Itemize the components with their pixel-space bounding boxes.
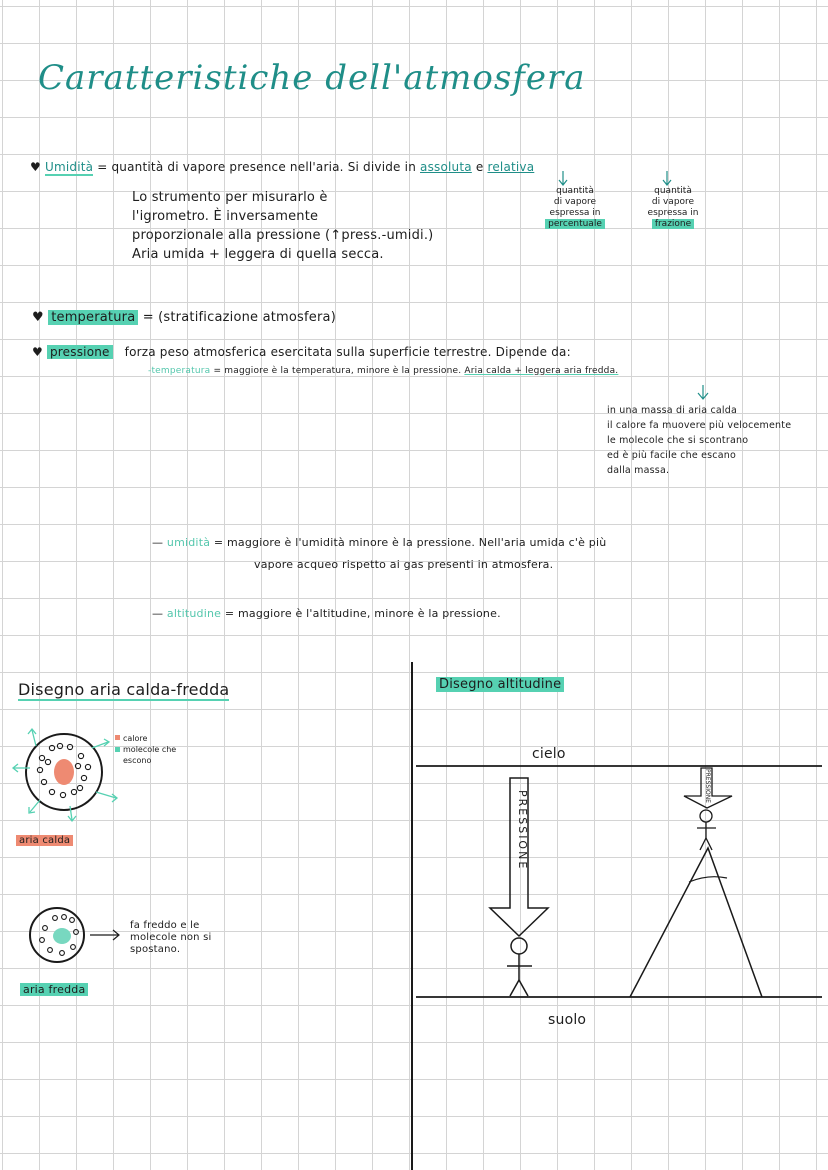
altitudine-subtext: = maggiore è l'altitudine, minore è la pressione. — [224, 607, 501, 620]
pressione-altitudine: — altitudine = maggiore è l'altitudine, minore è la pressione. — [152, 607, 501, 620]
pressione-arrow-label: PRESSIONE — [516, 790, 529, 871]
aria-calda-drawing — [13, 729, 117, 821]
umidita-subtext-2: vapore acqueo rispetto ai gas presenti in atmosfera. — [254, 558, 554, 571]
relativa-note-line: di vapore — [651, 197, 695, 207]
temp-highlight: Aria calda + leggera aria fredda. — [464, 366, 619, 376]
relativa-term: relativa — [487, 160, 535, 174]
relativa-note-highlight: frazione — [652, 219, 694, 229]
temp-explanation-line: ed è più facile che escano — [607, 450, 736, 461]
pressione-text: forza peso atmosferica esercitata sulla superficie terrestre. Dipende da: — [124, 345, 571, 359]
relativa-note-line: quantità — [654, 186, 692, 196]
temp-explanation-line: le molecole che si scontrano — [607, 435, 749, 446]
assoluta-term: assoluta — [420, 160, 472, 174]
molecole-legend-swatch — [115, 747, 120, 752]
drawing-right-title-text: Disegno altitudine — [436, 677, 564, 692]
drawing-right-title — [436, 677, 564, 692]
aria-calda-label — [16, 835, 73, 846]
assoluta-note-line: di vapore — [553, 197, 597, 207]
suolo-label: suolo — [548, 1012, 587, 1028]
fredda-note-line: molecole non si — [130, 932, 212, 943]
umidita-label: Umidità — [44, 160, 94, 174]
pressione-label: pressione — [47, 345, 113, 359]
down-arrow-icon — [698, 385, 708, 399]
temp-sublabel: -temperatura — [148, 366, 211, 376]
altitudine-sublabel: altitudine — [166, 607, 222, 620]
temp-explanation-line: in una massa di aria calda — [607, 405, 738, 416]
aria-fredda-label — [20, 983, 88, 996]
umidita-body-line: Aria umida + leggera di quella secca. — [132, 247, 384, 262]
umidita-body-line: l'igrometro. È inversamente — [132, 209, 319, 224]
fredda-note — [130, 920, 211, 956]
temp-explanation-line: il calore fa muovere più velocemente — [607, 420, 792, 431]
assoluta-note-line: quantità — [556, 186, 594, 196]
heart-icon: ♥ — [32, 345, 43, 359]
fredda-note-line: spostano. — [130, 944, 181, 955]
and-word: e — [475, 160, 484, 174]
legend-calore: calore — [123, 734, 148, 743]
temp-explanation-line: dalla massa. — [607, 465, 670, 476]
fredda-note-line: fa freddo e le — [130, 920, 200, 931]
umidita-subtext: = maggiore è l'umidità minore è la pressione. Nell'aria umida c'è più — [213, 536, 607, 549]
drawing-left-title — [18, 680, 229, 699]
heart-icon: ♥ — [32, 310, 44, 325]
umidita-body-line: proporzionale alla pressione (↑press.-umidi.) — [132, 228, 434, 243]
down-arrow-icon — [559, 171, 671, 185]
umidita-body-line: Lo strumento per misurarlo è — [132, 190, 328, 205]
temperatura-text: = (stratificazione atmosfera) — [142, 310, 336, 325]
temp-subtext: = maggiore è la temperatura, minore è la pressione. — [213, 366, 462, 376]
mountain-shape — [630, 848, 762, 997]
altitudine-drawing — [416, 766, 822, 997]
pressione-umidita: — umidità = maggiore è l'umidità minore è la pressione. Nell'aria umida c'è più vapore acqueo rispetto ai gas presenti in atmosfera. — [152, 532, 606, 576]
assoluta-note-highlight: percentuale — [545, 219, 605, 229]
page-title: Caratteristiche dell'atmosfera — [38, 58, 586, 98]
drawing-left-title-text: Disegno aria calda-fredda — [18, 680, 230, 699]
calore-legend-swatch — [115, 735, 120, 740]
legend-molecole: molecole che escono — [123, 745, 177, 765]
cielo-label: cielo — [532, 746, 566, 762]
umidita-definition: = quantità di vapore presence nell'aria. Si divide in — [97, 160, 416, 174]
pressione-small-label: PRESSIONE — [704, 769, 711, 803]
aria-calda-text: aria calda — [16, 835, 73, 846]
aria-fredda-drawing — [30, 908, 119, 962]
umidita-sublabel: umidità — [166, 536, 211, 549]
relativa-note-line: espressa in — [647, 208, 699, 218]
heart-icon: ♥ — [30, 160, 41, 174]
temperatura-label: temperatura — [48, 310, 138, 325]
assoluta-note-line: espressa in — [549, 208, 601, 218]
legend — [123, 733, 177, 766]
aria-fredda-text: aria fredda — [20, 983, 88, 996]
